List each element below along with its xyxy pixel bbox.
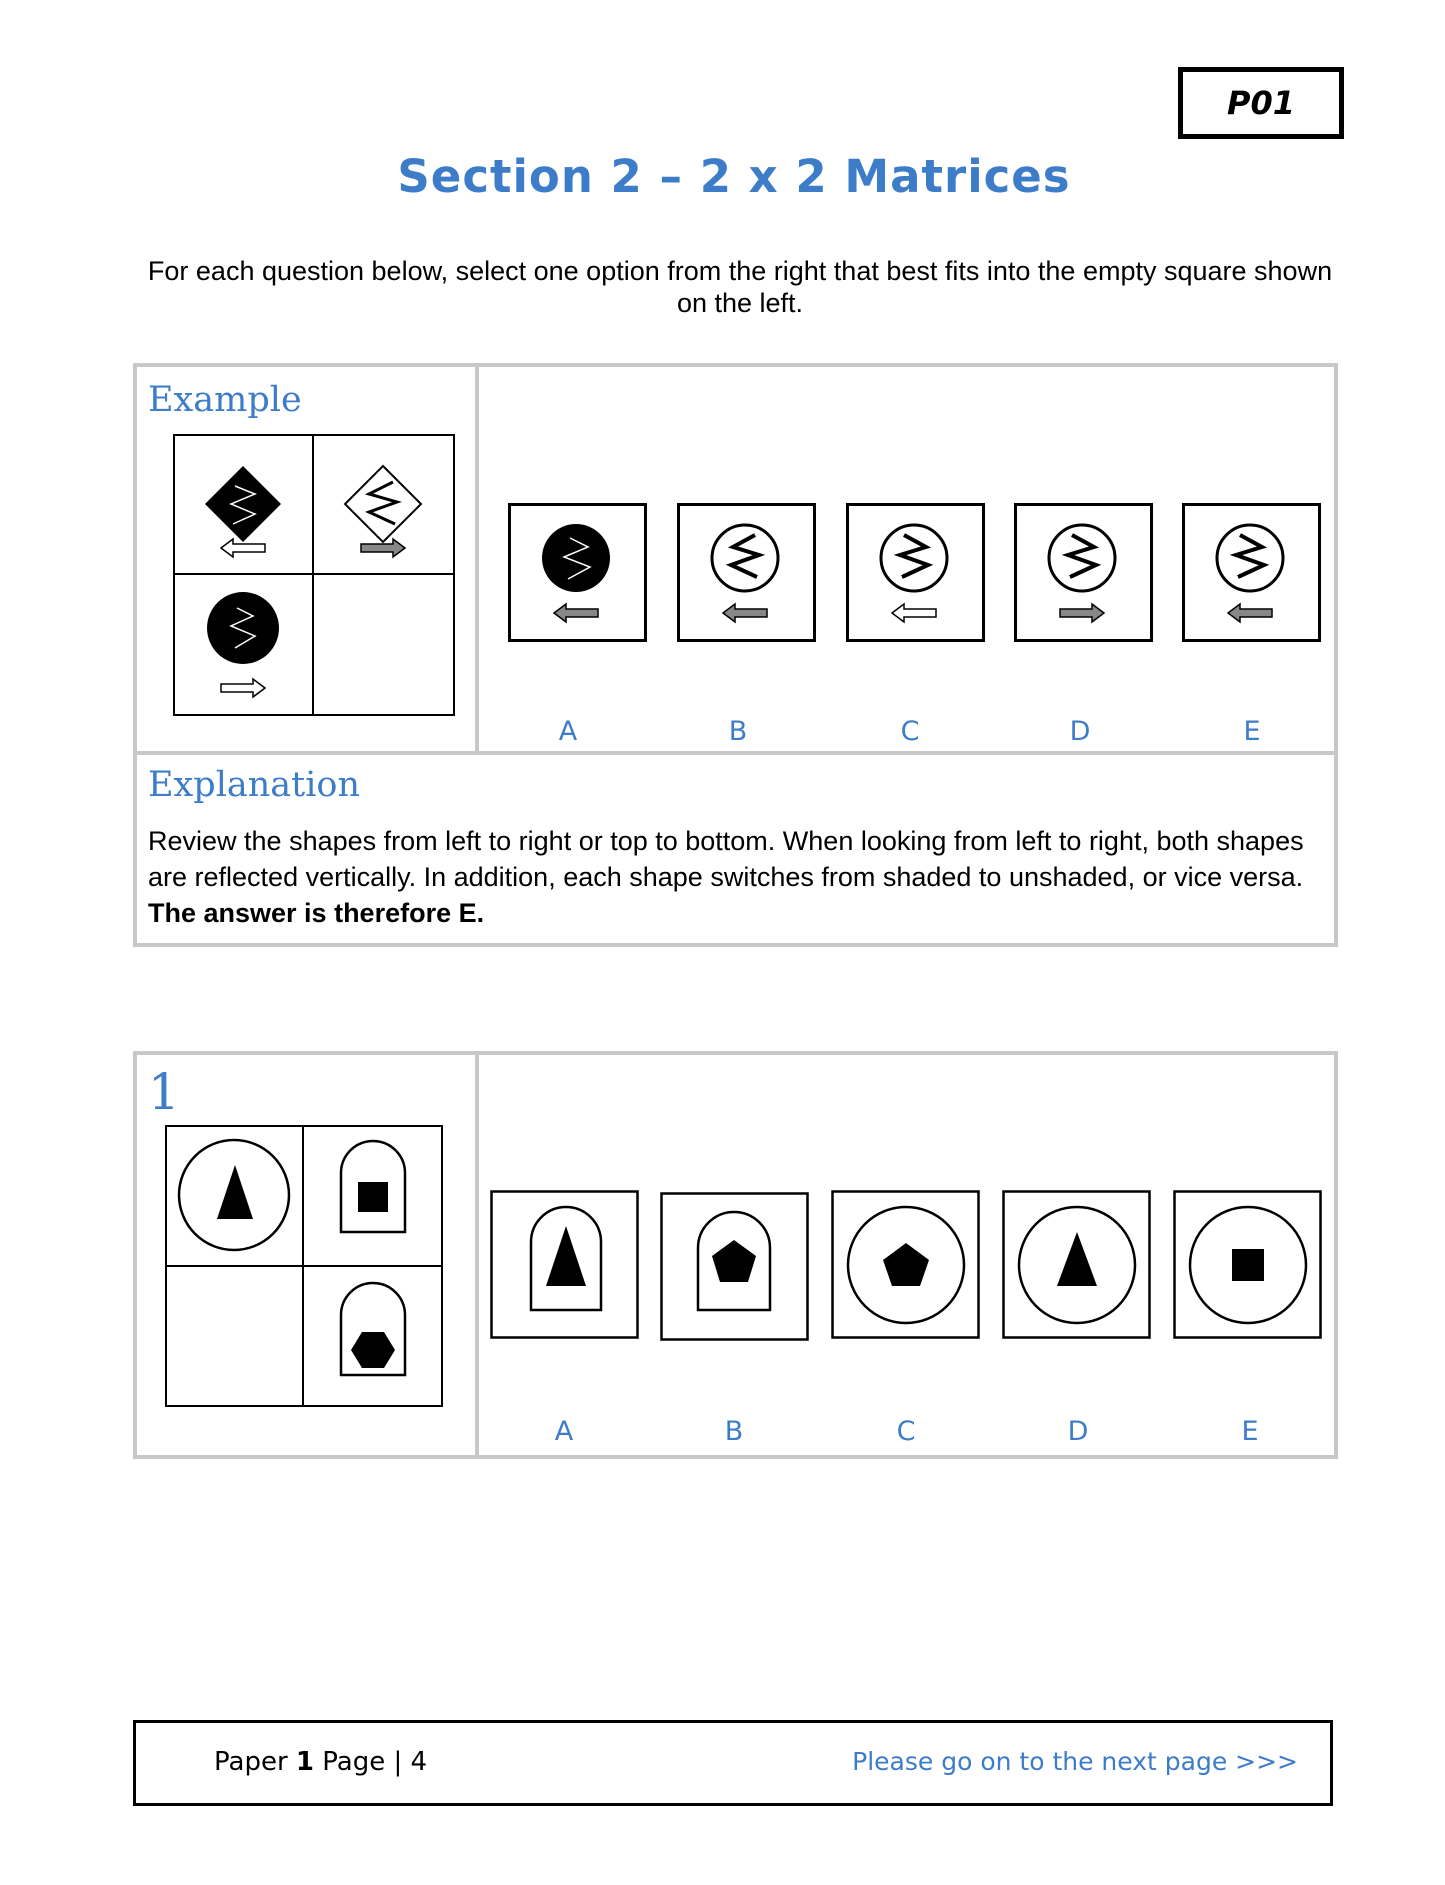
example-option-label-d: D [1069,716,1091,747]
example-option-label-e: E [1243,716,1261,747]
example-option-d[interactable] [1014,503,1154,643]
next-page-prompt: Please go on to the next page >>> [852,1747,1298,1776]
explanation-body [148,823,1328,931]
footer-paper-number: 1 [295,1747,314,1777]
question-1-option-label-c: C [896,1416,916,1447]
question-1-number: 1 [148,1063,180,1121]
question-1-option-d[interactable] [1002,1190,1152,1340]
example-option-label-b: B [728,716,748,747]
question-1-option-a[interactable] [490,1190,640,1340]
footer-page-number: 4 [410,1747,428,1777]
footer-page-word: Page [322,1747,386,1777]
paper-code: P01 [1227,84,1295,122]
example-heading: Example [148,380,302,420]
instructions: For each question below, select one option from the right that best fits into the empty square shown on the left. [147,256,1333,318]
question-1-option-label-e: E [1241,1416,1259,1447]
example-option-label-c: C [900,716,920,747]
example-option-label-a: A [558,716,578,747]
question-1-option-c[interactable] [831,1190,981,1340]
question-1-matrix [165,1125,445,1409]
example-option-e[interactable] [1182,503,1322,643]
arch-hexagon-icon [341,1283,405,1375]
circle-triangle-icon [179,1140,289,1250]
question-1-option-label-d: D [1067,1416,1089,1447]
filled-circle-icon [207,592,279,664]
example-divider [475,363,479,755]
question-1-option-label-a: A [554,1416,574,1447]
example-matrix [173,434,457,718]
section-title: Section 2 – 2 x 2 Matrices [397,150,1071,203]
example-option-b[interactable] [677,503,817,643]
example-option-a[interactable] [508,503,648,643]
footer-separator: | [393,1747,403,1777]
example-option-c[interactable] [846,503,986,643]
footer-paper-word: Paper [214,1747,288,1777]
question-1-option-e[interactable] [1173,1190,1323,1340]
example-explanation-divider [133,751,1338,755]
page-footer [133,1720,1333,1806]
question-1-option-b[interactable] [660,1192,810,1342]
question-1-divider [475,1051,479,1459]
footer-page-info [214,1747,427,1777]
explanation-heading: Explanation [148,765,361,805]
question-1-option-label-b: B [724,1416,744,1447]
arch-square-icon [341,1141,405,1232]
explanation-answer: The answer is therefore E. [148,898,485,928]
explanation-text: Review the shapes from left to right or top to bottom. When looking from left to right, both shapes are reflected vertically. In addition, each shape switches from shaded to unshaded, or vice versa. [148,826,1304,892]
paper-code-box [1178,67,1344,139]
